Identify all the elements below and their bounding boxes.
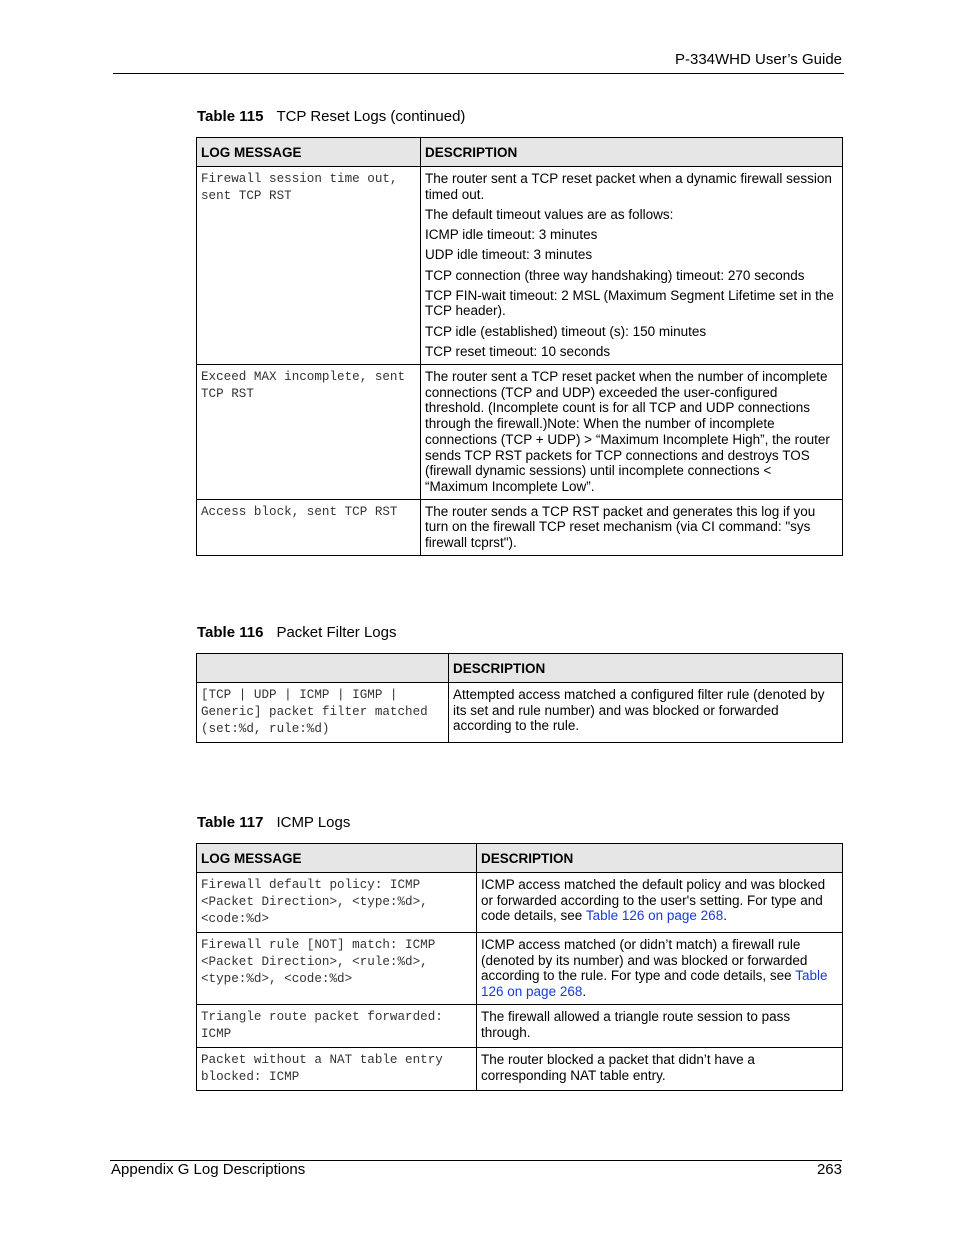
description-text-end: . <box>582 984 587 1000</box>
description-paragraph: The router sends a TCP RST packet and generates this log if you turn on the firewall TCP reset mechanism (via CI command: "sys firewall tcprst"). <box>425 503 816 551</box>
description <box>477 933 843 1005</box>
page-number: 263 <box>816 1161 842 1178</box>
description-text: ICMP access matched (or didn’t match) a firewall rule (denoted by its number) and was blocked or forwarded according to the rule. For type and code details, see <box>481 937 808 984</box>
table-row <box>197 365 843 500</box>
log-message: Access block, sent TCP RST <box>197 499 421 555</box>
column-header-description: DESCRIPTION <box>421 138 843 167</box>
description: The router blocked a packet that didn’t have a corresponding NAT table entry. <box>477 1048 843 1091</box>
log-message: Triangle route packet forwarded: ICMP <box>197 1005 477 1048</box>
description-text: ICMP access matched the default policy and was blocked or forwarded according to the user's setting. For type and code details, see <box>481 877 826 924</box>
log-message: Exceed MAX incomplete, sent TCP RST <box>197 365 421 500</box>
column-header-log-message <box>197 654 449 683</box>
table-117-title: ICMP Logs <box>276 814 351 831</box>
footer-section-title: Appendix G Log Descriptions <box>111 1161 306 1178</box>
table-117 <box>196 843 843 1091</box>
description-paragraph: TCP idle (established) timeout (s): 150 minutes <box>425 323 707 339</box>
column-header-description: DESCRIPTION <box>477 844 843 873</box>
description-paragraph: The router sent a TCP reset packet when a dynamic firewall session timed out. <box>425 171 832 202</box>
log-message: Firewall rule [NOT] match: ICMP <Packet Direction>, <rule:%d>, <type:%d>, <code:%d> <box>197 933 477 1005</box>
log-message: Packet without a NAT table entry blocked: ICMP <box>197 1048 477 1091</box>
table-116-number: Table 116 <box>197 624 264 641</box>
description-paragraph: TCP FIN-wait timeout: 2 MSL (Maximum Segment Lifetime set in the TCP header). <box>425 287 834 319</box>
table-row <box>197 683 843 743</box>
table-117-caption <box>197 814 350 831</box>
description-paragraph: TCP connection (three way handshaking) timeout: 270 seconds <box>425 267 805 283</box>
table-row <box>197 499 843 555</box>
description <box>477 873 843 933</box>
table-row <box>197 873 843 933</box>
table-row <box>197 1005 843 1048</box>
table-row <box>197 1048 843 1091</box>
description-paragraph: ICMP idle timeout: 3 minutes <box>425 227 598 243</box>
header-rule <box>113 73 844 74</box>
table-115-number: Table 115 <box>197 108 264 125</box>
cross-reference-link[interactable]: Table 126 on page 268 <box>585 908 724 924</box>
description: The firewall allowed a triangle route session to pass through. <box>477 1005 843 1048</box>
description-paragraph: The router sent a TCP reset packet when the number of incomplete connections (TCP and UDP) exceeded the user-configured threshold. (Incomplete count is for all TCP and UDP connections through the firewall.)Note: When the number of incomplete connections (TCP + UDP) > “Maximum Incomplete High”, the router sends TCP RST packets for TCP connections and destroys TOS (firewall dynamic sessions) until incomplete connections < “Maximum Incomplete Low”. <box>425 369 830 494</box>
table-header-row <box>197 138 843 167</box>
table-115-title: TCP Reset Logs (continued) <box>276 108 466 125</box>
table-115 <box>196 137 843 556</box>
log-message: Firewall session time out, sent TCP RST <box>197 167 421 365</box>
description-paragraph: UDP idle timeout: 3 minutes <box>425 247 593 263</box>
description <box>421 365 843 500</box>
running-header: P-334WHD User’s Guide <box>675 51 842 68</box>
log-message: Firewall default policy: ICMP <Packet Direction>, <type:%d>, <code:%d> <box>197 873 477 933</box>
cross-reference-link[interactable]: Table 126 on page 268 <box>481 968 828 1000</box>
description-paragraph: TCP reset timeout: 10 seconds <box>425 343 611 359</box>
description <box>421 167 843 365</box>
column-header-log-message: LOG MESSAGE <box>197 844 477 873</box>
table-115-caption <box>197 108 465 125</box>
description-paragraph: The default timeout values are as follows: <box>425 206 674 222</box>
description-text-end: . <box>723 908 727 924</box>
description: Attempted access matched a configured filter rule (denoted by its set and rule number) and was blocked or forwarded according to the rule. <box>449 683 843 743</box>
table-header-row <box>197 654 843 683</box>
log-message: [TCP | UDP | ICMP | IGMP | Generic] packet filter matched (set:%d, rule:%d) <box>197 683 449 743</box>
column-header-description: DESCRIPTION <box>449 654 843 683</box>
column-header-log-message: LOG MESSAGE <box>197 138 421 167</box>
table-row <box>197 933 843 1005</box>
table-row <box>197 167 843 365</box>
table-117-number: Table 117 <box>197 814 264 831</box>
table-116-caption <box>197 624 397 641</box>
description <box>421 499 843 555</box>
table-116 <box>196 653 843 743</box>
table-header-row <box>197 844 843 873</box>
table-116-title: Packet Filter Logs <box>276 624 397 641</box>
